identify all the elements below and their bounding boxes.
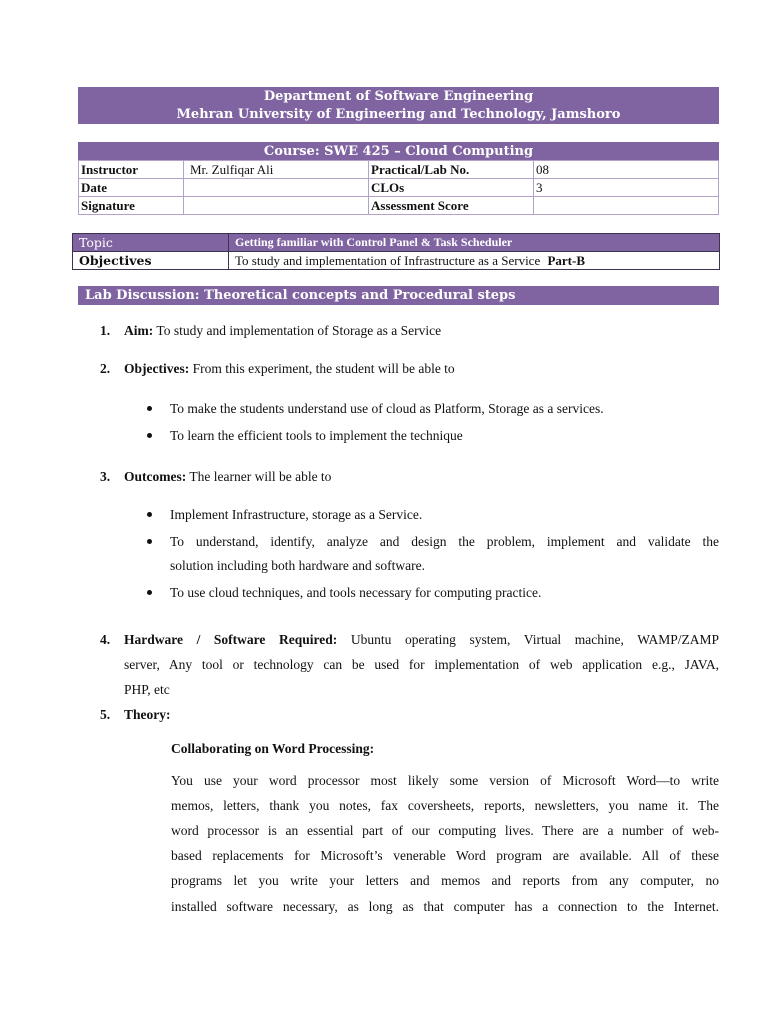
signature-label: Signature — [79, 197, 184, 215]
list-item: To use cloud techniques, and tools necessary for computing practice. — [170, 585, 542, 600]
topic-value: Getting familiar with Control Panel & Task Scheduler — [229, 234, 720, 252]
list-item: To understand, identify, analyze and design the problem, implement and validate the — [170, 534, 719, 549]
lab-discussion-heading: Lab Discussion: Theoretical concepts and Procedural steps — [78, 286, 719, 305]
aim-content — [124, 318, 441, 343]
theory-line: installed software necessary, as long as that computer has a connection to the Internet. — [171, 899, 719, 914]
theory-line: memos, letters, thank you notes, fax coversheets, reports, newsletters, you name it. The — [171, 798, 719, 813]
list-item: Implement Infrastructure, storage as a Service. — [170, 507, 423, 522]
table-row — [73, 252, 720, 270]
list-item: To learn the efficient tools to implement the technique — [170, 428, 463, 443]
aim-text: To study and implementation of Storage as a Service — [156, 323, 442, 338]
table-row — [79, 197, 719, 215]
score-value — [534, 197, 719, 215]
list-item: To make the students understand use of cloud as Platform, Storage as a services. — [170, 401, 604, 416]
bullet-dot — [147, 433, 152, 438]
university-title: Mehran University of Engineering and Technology, Jamshoro — [176, 107, 621, 122]
department-title: Department of Software Engineering — [263, 89, 534, 104]
outcomes-text: The learner will be able to — [189, 469, 332, 484]
table-row — [79, 179, 719, 197]
theory-line: You use your word processor most likely some version of Microsoft Word—to write — [171, 773, 719, 788]
hardware-label: Hardware / Software Required: — [124, 632, 338, 647]
instructor-label: Instructor — [79, 161, 184, 179]
clos-label: CLOs — [369, 179, 534, 197]
aim-number: 1. — [100, 323, 111, 338]
theory-line: programs let you write your letters and memos and reports from any computer, no — [171, 873, 719, 888]
outcomes-number: 3. — [100, 469, 111, 484]
hardware-number: 4. — [100, 632, 111, 647]
theory-label: Theory: — [124, 707, 171, 722]
outcomes-content — [124, 464, 331, 489]
aim-item — [100, 318, 110, 343]
date-label: Date — [79, 179, 184, 197]
theory-line: based replacements for Microsoft’s venerable Word program are available. All of these — [171, 848, 719, 863]
objectives-text: To study and implementation of Infrastructure as a Service — [235, 253, 541, 268]
topic-table — [72, 233, 720, 270]
bullet-dot — [147, 406, 152, 411]
objectives-content — [124, 356, 455, 381]
date-value — [184, 179, 369, 197]
hardware-text: Ubuntu operating system, Virtual machine, WAMP/ZAMP — [350, 632, 719, 647]
objectives-item-text: From this experiment, the student will be able to — [192, 361, 455, 376]
department-header — [78, 87, 719, 124]
objectives-value — [229, 252, 720, 270]
objectives-part: Part-B — [547, 253, 586, 268]
instructor-value: Mr. Zulfiqar Ali — [184, 161, 369, 179]
objectives-label: Objectives — [73, 252, 229, 270]
course-title: Course: SWE 425 – Cloud Computing — [78, 142, 719, 160]
hardware-line-1 — [124, 627, 719, 652]
hardware-line-3: PHP, etc — [124, 682, 170, 697]
hardware-line-2: server, Any tool or technology can be used for implementation of web application e.g., JAVA, — [124, 657, 719, 672]
bullet-dot — [147, 512, 152, 517]
outcomes-label: Outcomes: — [124, 469, 187, 484]
theory-number: 5. — [100, 707, 111, 722]
bullet-dot — [147, 590, 152, 595]
practical-label: Practical/Lab No. — [369, 161, 534, 179]
signature-value — [184, 197, 369, 215]
topic-label: Topic — [73, 234, 229, 252]
lab-info-table — [78, 160, 719, 215]
aim-label: Aim: — [124, 323, 154, 338]
score-label: Assessment Score — [369, 197, 534, 215]
clos-value: 3 — [534, 179, 719, 197]
theory-line: word processor is an essential part of our computing lives. There are a number of web- — [171, 823, 719, 838]
bullet-dot — [147, 539, 152, 544]
table-row — [79, 161, 719, 179]
objectives-item-label: Objectives: — [124, 361, 190, 376]
practical-value: 08 — [534, 161, 719, 179]
theory-subheading: Collaborating on Word Processing: — [171, 741, 375, 756]
objectives-number: 2. — [100, 361, 111, 376]
table-row — [73, 234, 720, 252]
list-item-continued: solution including both hardware and software. — [170, 558, 425, 573]
